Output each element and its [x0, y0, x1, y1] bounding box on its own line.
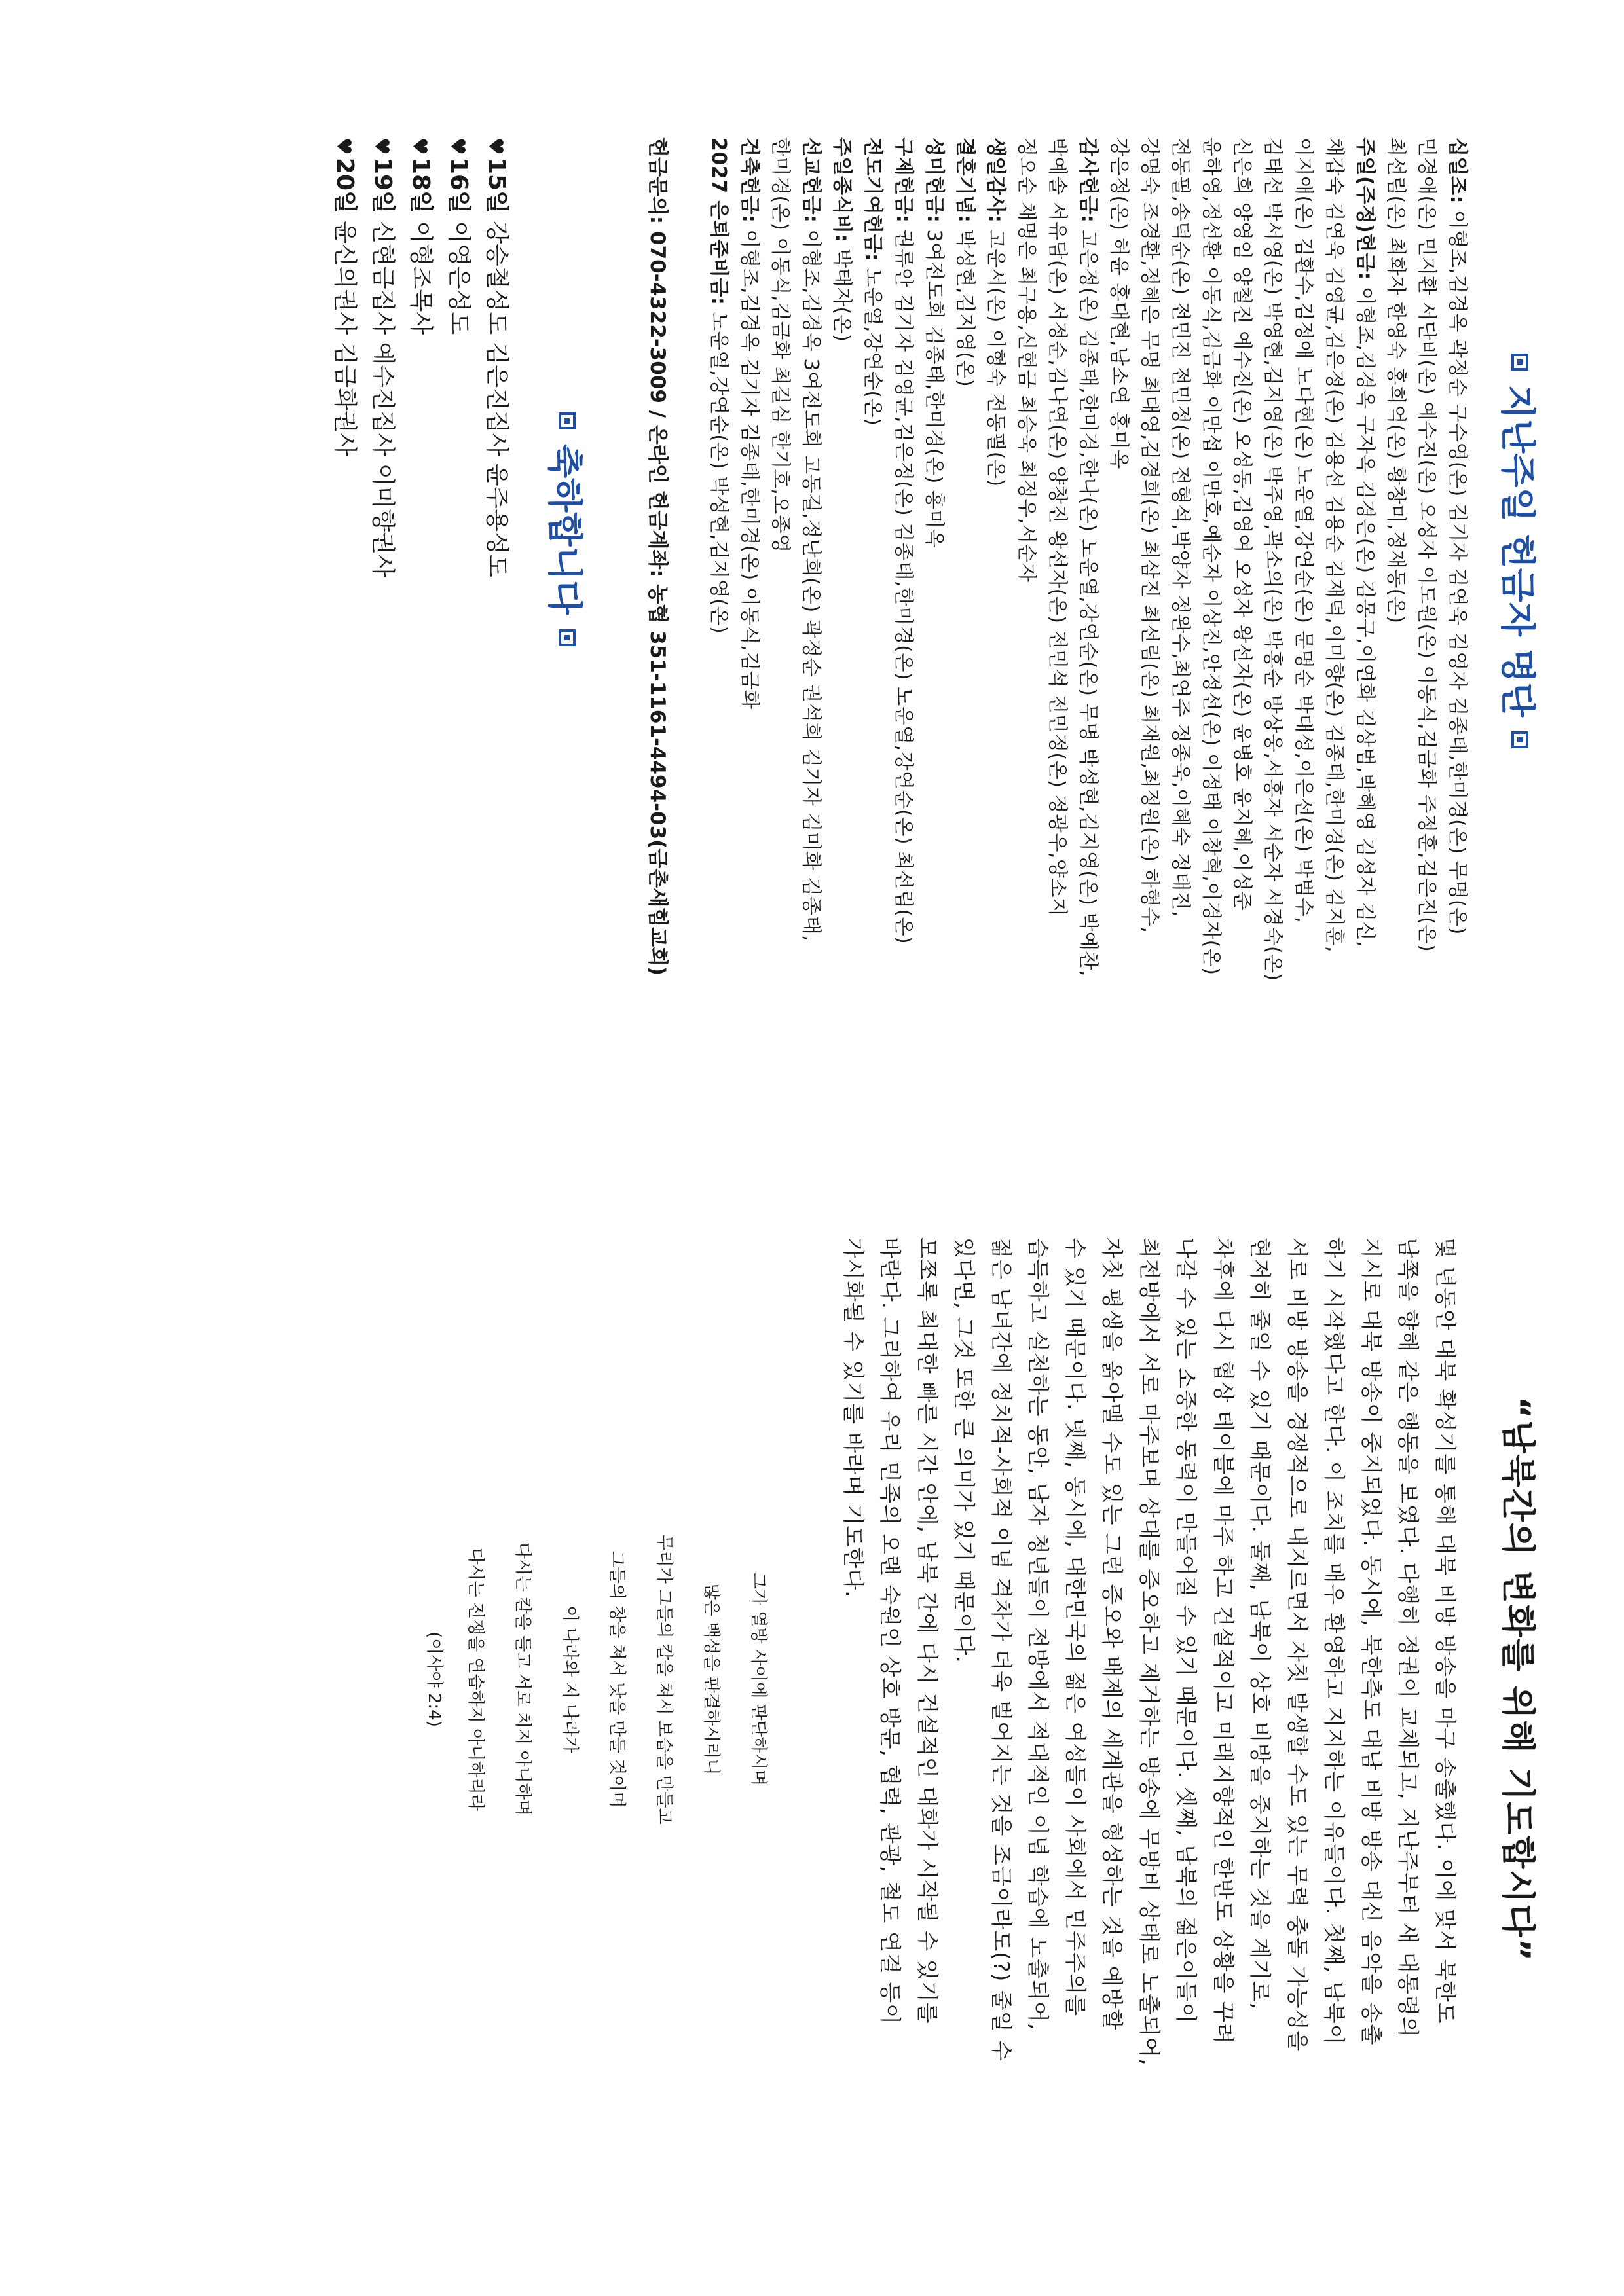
essay-line: 자칫 평생을 옭아맬 수도 있는 그런 증오와 배제의 세계관을 형성하는 것을 예방할: [1099, 1237, 1126, 2031]
birthday-names: 강승철성도 김은진집사 윤주용성도: [483, 213, 510, 577]
donor-names: 3여전도회 김종태,한미경(온) 홍미옥: [923, 223, 946, 549]
offering-category-label: 감사헌금:: [1077, 137, 1099, 223]
birthday-names: 신현금집사 예수진집사 이미향권사: [369, 213, 396, 577]
poem-line: 무리가 그들의 칼을 쳐서 보습을 만들고: [654, 1534, 674, 1825]
donor-names: 민경애(온) 민지환 서단비(온) 예수진(온) 오성자 이도원(온) 이동식,김금화 주정훈,김은진(온): [1415, 137, 1438, 953]
donor-line: [1011, 137, 1042, 1080]
donor-names: 이형조,김경옥 구자옥 김경은(온) 김몽구,이연화 김상범,박혜영 김성자 김신,: [1354, 280, 1376, 948]
offering-category-label: 건축헌금:: [738, 137, 761, 223]
donor-names: 박성현,김지영(온): [953, 223, 976, 388]
poem-line: 다시는 전쟁을 연습하지 아니하리라: [466, 1548, 486, 1811]
heart-icon: ♥: [484, 137, 507, 155]
poem-line: 다시는 칼을 들고 서로 치지 아니하며: [513, 1542, 533, 1817]
scripture-poem: [424, 1237, 783, 2121]
birthday-names: 이영은성도: [445, 213, 472, 335]
birthday-item: [477, 137, 515, 1080]
donor-line: [1165, 137, 1196, 1080]
donor-names: 강명숙 조경환,정혜은 무명 최대영,김경희(온) 최삼진 최선림(온) 최재원,최정원(온) 하형수,: [1138, 137, 1161, 934]
square-bullet-icon: [1512, 354, 1529, 371]
donor-names: 정오순 채명은 최구용,신현금 최승욱 최정우,서순자: [1015, 137, 1038, 583]
essay-title: “남북간의 변화를 위해 기도합시다”: [1498, 1396, 1537, 1962]
donor-list-title: 지난주일 헌금자 명단: [1497, 385, 1538, 718]
offering-account-info: 헌금문의: 070-4322-3009 / 온라인 헌금계좌: 농협 351-1161-4494-03(금촌새힘교회): [646, 137, 669, 976]
congrats-title: 축하합니다: [544, 444, 585, 615]
birthday-list: [325, 137, 515, 1080]
scripture-reference: (이사야 2:4): [424, 1631, 445, 1727]
offering-category-label: 선교헌금:: [800, 137, 822, 223]
offering-category-label: 생일감사:: [984, 137, 1007, 223]
essay-line: 수 있기 때문이다. 넷째, 동시에, 대한민국의 젊은 여성들이 사회에서 민주주의를: [1063, 1237, 1088, 2016]
heart-icon: ♥: [446, 137, 469, 155]
donor-line: [796, 137, 826, 1080]
offering-category-label: 십일조:: [1446, 137, 1469, 204]
donor-names: 신은희 양영임 양철진 예수진(온) 오성동,김영여 오성자 왕선자(온) 윤병호 윤지혜,이성준: [1230, 137, 1253, 911]
donor-line: [734, 137, 765, 1080]
birthday-item: [325, 137, 363, 1080]
donor-names: 고은정(온) 김종태,한미경,한나(온) 노운열,강연순(온) 무명 박성현,김지영(온) 박예찬,: [1077, 223, 1099, 977]
offering-category-label: 결혼기념:: [953, 137, 976, 223]
essay-line: 바란다. 그리하여 우리 민족의 오랜 숙원인 상호 방문, 협력, 관광, 철도 연결 등이: [877, 1237, 904, 2026]
donor-names: 박태자(온): [830, 242, 853, 342]
essay-line: 나갈 수 있는 소중한 동력이 만들어질 수 있기 때문이다. 셋째, 남북의 젊은이들이: [1173, 1237, 1200, 2024]
donor-line: [919, 137, 950, 1080]
donor-line: [1042, 137, 1073, 1080]
heart-icon: ♥: [408, 137, 431, 155]
poem-line: 그들의 창을 쳐서 낫을 만들 것이며: [607, 1550, 627, 1808]
offering-category-label: 주일(주정)헌금:: [1354, 137, 1376, 280]
donor-line: [1073, 137, 1103, 1080]
essay-line: 있다면, 그것 또한 큰 의미가 있기 때문이다.: [951, 1237, 978, 1664]
birthday-item: [401, 137, 439, 1080]
birthday-names: 윤신의권사 김금화권사: [331, 213, 358, 456]
donor-names: 고운서(온) 이형숙 전동필(온): [984, 223, 1007, 487]
donor-line: [1288, 137, 1319, 1080]
birthday-date: 20일: [331, 157, 358, 213]
donor-names: 이형조,김경옥 곽정순 구수영(온) 김기자 김연욱 김영자 김종태,한미경(온) 무명(온): [1446, 203, 1469, 935]
donor-names: 노운열,강연순(온): [861, 261, 884, 426]
essay-line: 현저히 줄일 수 있기 때문이다. 둘째, 남북이 상호 비방을 중지하는 것을 계기로,: [1247, 1237, 1274, 2011]
essay-line: 지시로 대북 방송이 중지되었다. 동시에, 북한측도 대남 비방 방송 대신 음악을 송출: [1359, 1237, 1384, 2046]
essay-line: 서로 비방 방송을 경쟁적으로 내지르면서 자칫 발생할 수도 있는 무력 충돌 가능성을: [1285, 1237, 1310, 2052]
birthday-date: 19일: [369, 157, 396, 213]
donor-names: 채갑숙 김연욱 김영균,김은정(온) 김용선 김용순 김재덕,이미향(온) 김종태,한미경(온) 김지훈,: [1323, 137, 1346, 953]
poem-line: 이 나라와 저 나라가: [560, 1605, 580, 1753]
essay-line: 차후에 다시 협상 테이블에 마주 하고 건설적이고 미래지향적인 한반도 상황을 꾸려: [1211, 1237, 1236, 2045]
essay-line: 가시화될 수 있기를 바라며 기도한다.: [841, 1237, 866, 1598]
essay-line: 젊은 남녀간에 정치적-사회적 이념 격차가 더욱 벌어지는 것을 조금이라도(?) 줄일 수: [989, 1237, 1014, 2062]
donor-list: [703, 137, 1473, 1080]
donor-line: [1257, 137, 1288, 1080]
offering-category-label: 성미헌금:: [923, 137, 946, 223]
congrats-heading: [542, 412, 593, 1080]
donor-names: 이지애(온) 김환수,김정애 노다현(온) 노운열,강연순(온) 문명순 박대성,이은선(온) 박범수,: [1292, 137, 1315, 924]
donor-names: 윤하영,정선환 이동식,김금화 이만섭 이만호,예순자 이상진,안정선(온) 이정태 이창혁,이경자(온): [1200, 137, 1223, 975]
donor-line: [1103, 137, 1134, 1080]
donor-line: [765, 137, 796, 1080]
donor-line: [703, 137, 734, 1080]
donor-line: [1134, 137, 1165, 1080]
heart-icon: ♥: [370, 137, 393, 155]
donor-names: 강은정(온) 허윤 홍대현,남소연 홍미옥: [1107, 137, 1130, 469]
donor-names: 김태선 박서영(온) 박영현,김지영(온) 박주영,곽소의(온) 박홍순 방상웅,서홍자 서순자 서경숙(온): [1261, 137, 1284, 981]
offering-category-label: 2027 은퇴준비금:: [707, 137, 730, 306]
donor-names: 권류안 김기자 김영균,김은정(온) 김종태,한미경(온) 노운열,강연순(온) 최선림(온): [892, 223, 915, 945]
donor-names: 최선림(온) 최화자 한영숙 홍희억(온) 황창미,정재동(온): [1384, 137, 1407, 624]
donor-line: [1319, 137, 1350, 1080]
donor-names: 노운열,강연순(온) 박성현,김지영(온): [707, 305, 730, 634]
essay-body: [835, 1237, 1464, 2121]
donor-line: [1350, 137, 1380, 1080]
offering-category-label: 전도기여헌금:: [861, 137, 884, 262]
donor-names: 이형조,김경옥 3여전도회 고동길,정난희(온) 곽정순 권석희 김기자 김미화 김종태,: [800, 223, 822, 942]
donor-line: [1411, 137, 1442, 1080]
donor-line: [1442, 137, 1473, 1080]
essay-line: 하기 시작했다고 한다. 이 조치를 매우 환영하고 지지하는 이유들이다. 첫째, 남북이: [1321, 1237, 1348, 2046]
donor-line: [1380, 137, 1411, 1080]
square-bullet-icon: [1512, 731, 1529, 748]
square-bullet-icon: [559, 629, 576, 646]
poem-line: 많은 백성을 판결하시리니: [701, 1583, 722, 1776]
heart-icon: ♥: [332, 137, 355, 155]
donor-list-heading: [1495, 354, 1545, 1080]
birthday-item: [439, 137, 477, 1080]
essay-line: 몇 년동안 대북 확성기를 통해 대북 비방 방송을 마구 송출했다. 이에 맞서 북한도: [1433, 1237, 1458, 2024]
donor-line: [857, 137, 888, 1080]
birthday-date: 16일: [445, 157, 472, 213]
essay-line: 습득하고 실천하는 동안, 남자 청년들이 전방에서 적대적인 이념 학습에 노출되어,: [1025, 1237, 1052, 2031]
donor-names: 한미경(온) 이동식,김금화 최길심 한기호,오종영: [769, 137, 792, 553]
left-column: [325, 137, 1545, 1080]
poem-line: 그가 열방 사이에 판단하시며: [748, 1572, 769, 1787]
right-column: [424, 1237, 1546, 2121]
donor-line: [950, 137, 980, 1080]
essay-line: 최전방에서 서로 마주보며 상대를 증오하고 제거하는 방송에 무방비 상태로 노출되어,: [1137, 1237, 1162, 2066]
offering-category-label: 주일종식비:: [830, 137, 853, 242]
donor-line: [980, 137, 1011, 1080]
donor-names: 박예솔 서유담(온) 서정순,김나연(온) 양창진 왕선자(온) 전민석 전민정(온) 정광우,양소지: [1046, 137, 1069, 917]
birthday-date: 18일: [407, 157, 434, 213]
donor-line: [826, 137, 857, 1080]
square-bullet-icon: [559, 412, 576, 429]
essay-line: 남쪽을 향해 같은 행동을 보였다. 다행히 정권이 교체되고, 지난주부터 새 대통령의: [1395, 1237, 1422, 2038]
donor-names: 이형조,김경옥 김기자 김종태,한미경(온) 이동식,김금화: [738, 223, 761, 710]
donor-line: [888, 137, 919, 1080]
birthday-date: 15일: [483, 157, 510, 213]
donor-line: [1227, 137, 1257, 1080]
birthday-names: 이형조목사: [407, 213, 434, 335]
essay-line: 모쪼록 최대한 빠른 시간 안에, 남북 간에 다시 건설적인 대화가 시작될 수 있기를: [915, 1237, 940, 2024]
birthday-item: [363, 137, 401, 1080]
donor-names: 전동필,송덕순(온) 전민진 전민정(온) 전형석,박양자 정완수,최연주 정종욱,이혜숙 정태진,: [1169, 137, 1192, 918]
offering-category-label: 구제헌금:: [892, 137, 915, 223]
donor-line: [1196, 137, 1227, 1080]
